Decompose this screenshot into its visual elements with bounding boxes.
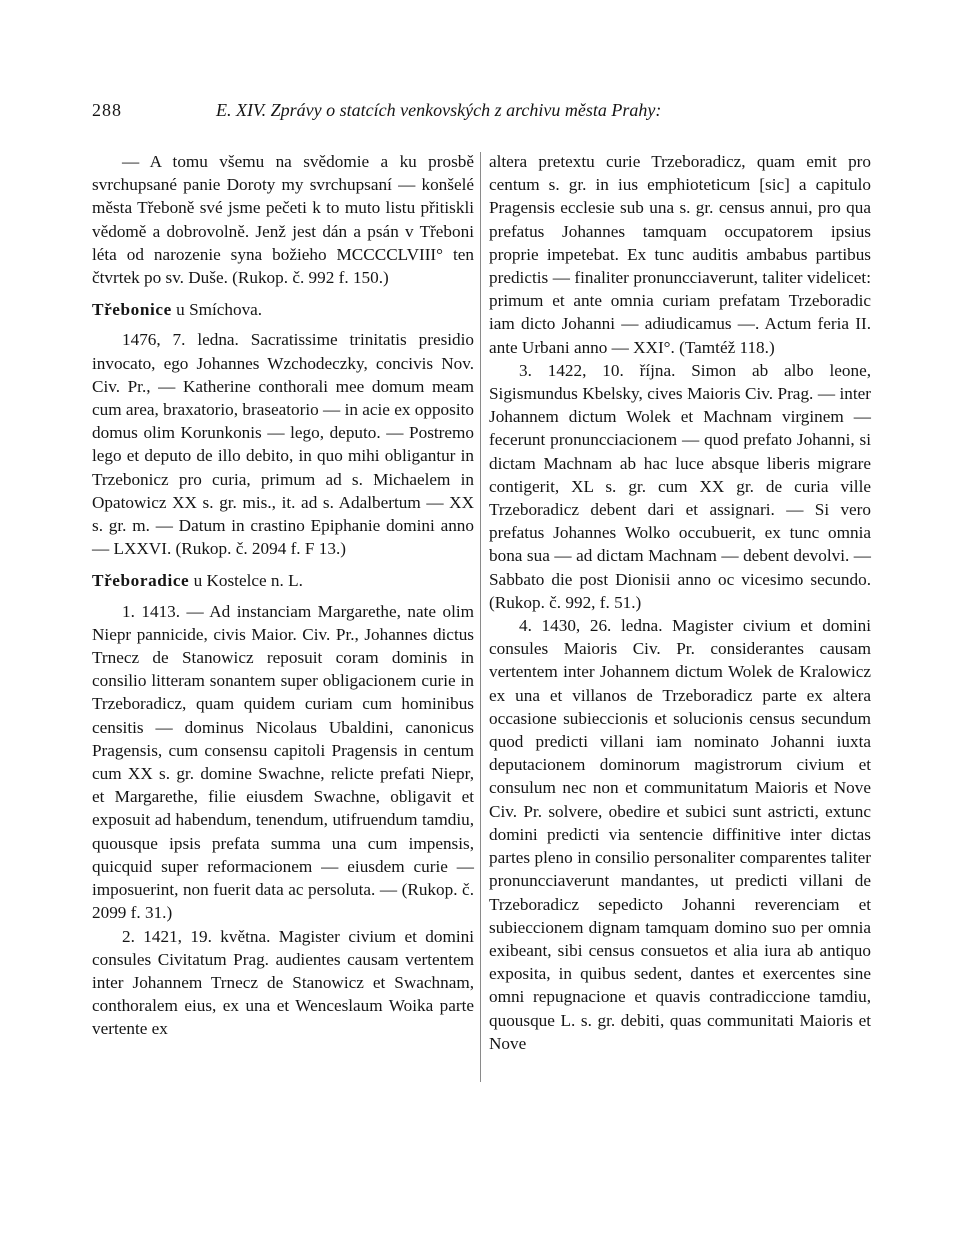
section-heading-treboradice [92, 569, 474, 592]
page-header [92, 100, 872, 122]
paragraph-continuation: altera pretextu curie Trzeboradicz, quam emit pro centum s. gr. in ius emphioteticum [sic] a capitulo Pragensis ecclesie sub una s. gr. census annui, pro qua prefatus Johannes tamquam occupatorem ipsius proprie impetebat. Ex tunc auditis ambabus partibus predictis — finaliter pronuncciaverunt, taliter videlicet: primum et ante omnia curiam prefatam Trzeboradic iam dicto Johanni — adiudicamus —. Actum feria II. ante Urbani anno — XXI°. (Tamtéž 118.) [489, 152, 871, 357]
heading-location: u Smíchova. [171, 300, 263, 320]
paragraph-entry-1430: 4. 1430, 26. ledna. Magister civium et domini consules Maioris Civ. Pr. considerantes causam vertentem inter Johannem dictum Wolek de Kralowicz ex una et villanos de Trzeboradicz parte ex altera occasione subieccionis et solucionis census secundum quod predicti villani iam nominato Johanni iuxta deputacionem dominorum magistrorum civium et consulum nec non et communitatum Maioris et Nove Civ. Pr. solvere, obedire et subici sunt astricti, extunc domini predicti via sentencie diffinitive inter dictas partes pleno in consilio personaliter comparentes taliter pronuncciaverunt mandantes, ut predicti villani de Trzeboradicz sepedicto Johanni reverenciam et subieccionem dignam tamquam domino suo per omnia exibeant, sibi census consuetos et alia iura ab antiquo exposita, in quibus sedent, dantes et exercentes sine omni repugnacione et quavis contradiccione tamdiu, quousque L. s. gr. debiti, quas communitati Maioris et Nove [489, 616, 871, 1053]
paragraph-entry-1476: 1476, 7. ledna. Sacratissime trinitatis presidio invocato, ego Johannes Wzchodeczky, concivis Nov. Civ. Pr., — Katherine conthorali mee domum meam cum area, braxatorio, braseatorio — in acie ex opposito domus olim Korunkonis — lego, deputo. — Postremo lego et deputo de illo debito, in quo mihi obligantur in Trzebonicz pro curia, primum ad s. Michaelem in Opatowicz XX s. gr. mis., it. ad s. Adalbertum — XX s. gr. m. — Datum in crastino Epiphanie domini anno — LXXVI. (Rukop. č. 2094 f. F 13.) [92, 330, 474, 559]
running-head: E. XIV. Zprávy o statcích venkovských z archivu města Prahy: [216, 100, 662, 120]
heading-place-name: Třebonice [92, 300, 172, 320]
paragraph-attestation: — A tomu všemu na svědomie a ku prosbě svrchupsané panie Doroty my svrchupsaní — konšelé města Třeboně své jsme pečeti k to muto listu přitiskli vědomě a dobrovolně. Jenž jest dán a psán v Třeboni léta od narozenie syna božieho MCCCCLVIII° ten čtvrtek po sv. Duše. (Rukop. č. 992 f. 150.) [92, 152, 474, 288]
column-divider [480, 152, 481, 1082]
heading-location: u Kostelce n. L. [189, 571, 303, 591]
section-heading-trebonice [92, 298, 474, 321]
paragraph-entry-1421: 2. 1421, 19. května. Magister civium et domini consules Civitatum Prag. audientes causam vertentem inter Johannem Trnecz de Stanowicz et Swachnam, conthoralem eius, ex una et Wenceslaum Woika parte vertente ex [92, 926, 474, 1039]
paragraph-entry-1413: 1. 1413. — Ad instanciam Margarethe, nate olim Niepr pannicide, civis Maior. Civ. Pr., Johannes dictus Trnecz de Stanowicz reposuit coram dominis in consilio litteram sonantem super obligacionem curie in Trzeboradicz, quam quidem curiam cum hominibus censitis — dominus Nicolaus Ubaldini, canonicus Pragensis, cum consensu capitoli Pragensis in centum cum XX s. gr. domine Swachne, relicte prefati Niepr, et Margarethe, filie eiusdem Swachne, obligavit et exposuit ad habendum, tenendum, utifruendum tamdiu, quousque ipsis prefata summa una cum impensis, quicquid super reformacionem — eiusdem curie — imposuerint, non fuerit data ac persoluta. — (Rukop. č. 2099 f. 31.) [92, 601, 474, 923]
paragraph-entry-1422: 3. 1422, 10. října. Simon ab albo leone, Sigismundus Kbelsky, cives Maioris Civ. Prag. — inter Johannem dictum Wolek et Machnam virginem — fecerunt pronuncciacionem — quod prefato Johanni, si dictam Machnam ab hac luce absque liberis migrare contigerit, XL s. gr. cum XX gr. de curia ville Trzeboradicz debent dari et assignari. — Si vero prefatus Johannes Wolko occubuerit, ex tunc omnia bona sua — ad dictam Machnam — debent devolvi. — Sabbato die post Dionisii anno oc vicesimo secundo. (Rukop. č. 992, f. 51.) [489, 360, 871, 612]
right-column [489, 150, 871, 1055]
left-column [92, 150, 474, 1041]
heading-place-name: Třeboradice [92, 571, 190, 591]
page-number: 288 [92, 100, 122, 120]
